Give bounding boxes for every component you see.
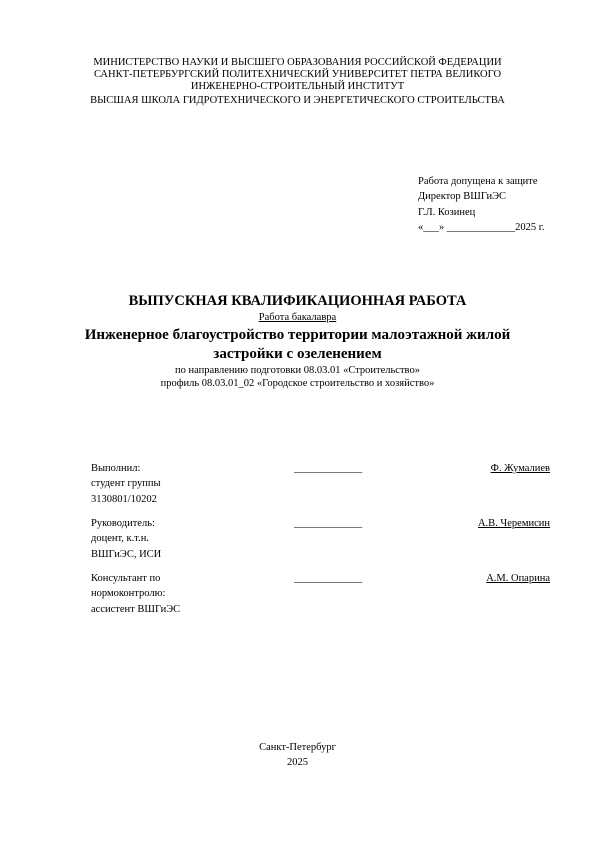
approval-director-title: Директор ВШГиЭС [418, 191, 507, 203]
direction-text: по направлению подготовки 08.03.01 «Строительство» [175, 365, 420, 376]
year: 2025 [287, 757, 308, 768]
role-line: Консультант по [91, 573, 161, 584]
approval-admitted: Работа допущена к защите [418, 176, 538, 187]
signature-name: А.М. Опарина [486, 573, 550, 584]
role-line: доцент, к.т.н. [91, 533, 149, 545]
thesis-topic: Инженерное благоустройство территории малоэтажной жилой застройки с озеленением [84, 327, 511, 362]
approval-director-name: Г.Л. Козинец [418, 206, 476, 218]
header-university: САНКТ-ПЕТЕРБУРГСКИЙ ПОЛИТЕХНИЧЕСКИЙ УНИВЕРСИТЕТ ПЕТРА ВЕЛИКОГО [93, 69, 502, 80]
document-title: ВЫПУСКНАЯ КВАЛИФИКАЦИОННАЯ РАБОТА [128, 293, 467, 309]
work-type: Работа бакалавра [258, 312, 337, 323]
role-line: ассистент ВШГиЭС [91, 603, 181, 615]
role-line: нормоконтролю: [91, 588, 166, 600]
place-and-year [0, 740, 595, 770]
city: Санкт-Петербург [259, 742, 336, 753]
signature-role-supervisor [91, 516, 261, 562]
header-school: ВЫСШАЯ ШКОЛА ГИДРОТЕХНИЧЕСКОГО И ЭНЕРГЕТИЧЕСКОГО СТРОИТЕЛЬСТВА [90, 95, 505, 106]
role-line: Выполнил: [91, 463, 141, 474]
profile-text: профиль 08.03.01_02 «Городское строительство и хозяйство» [160, 378, 435, 389]
role-line: ВШГиЭС, ИСИ [91, 548, 162, 560]
role-line: Руководитель: [91, 518, 155, 529]
header-ministry: МИНИСТЕРСТВО НАУКИ И ВЫСШЕГО ОБРАЗОВАНИЯ РОССИЙСКОЙ ФЕДЕРАЦИИ [93, 57, 502, 68]
signature-name: А.В. Черемисин [477, 518, 550, 529]
role-line: студент группы [91, 478, 161, 490]
approval-block [418, 174, 588, 235]
signature-role-consultant [91, 571, 261, 617]
signature-line: _____________ [294, 463, 363, 474]
signature-role-student [91, 461, 261, 507]
approval-date: «___» _____________2025 г. [418, 221, 545, 233]
header-institute: ИНЖЕНЕРНО-СТРОИТЕЛЬНЫЙ ИНСТИТУТ [190, 81, 405, 92]
signature-line: _____________ [294, 518, 363, 529]
training-direction [0, 364, 595, 390]
signature-name: Ф. Жумалиев [490, 463, 550, 474]
signature-line: _____________ [294, 573, 363, 584]
role-line: 3130801/10202 [91, 493, 157, 505]
